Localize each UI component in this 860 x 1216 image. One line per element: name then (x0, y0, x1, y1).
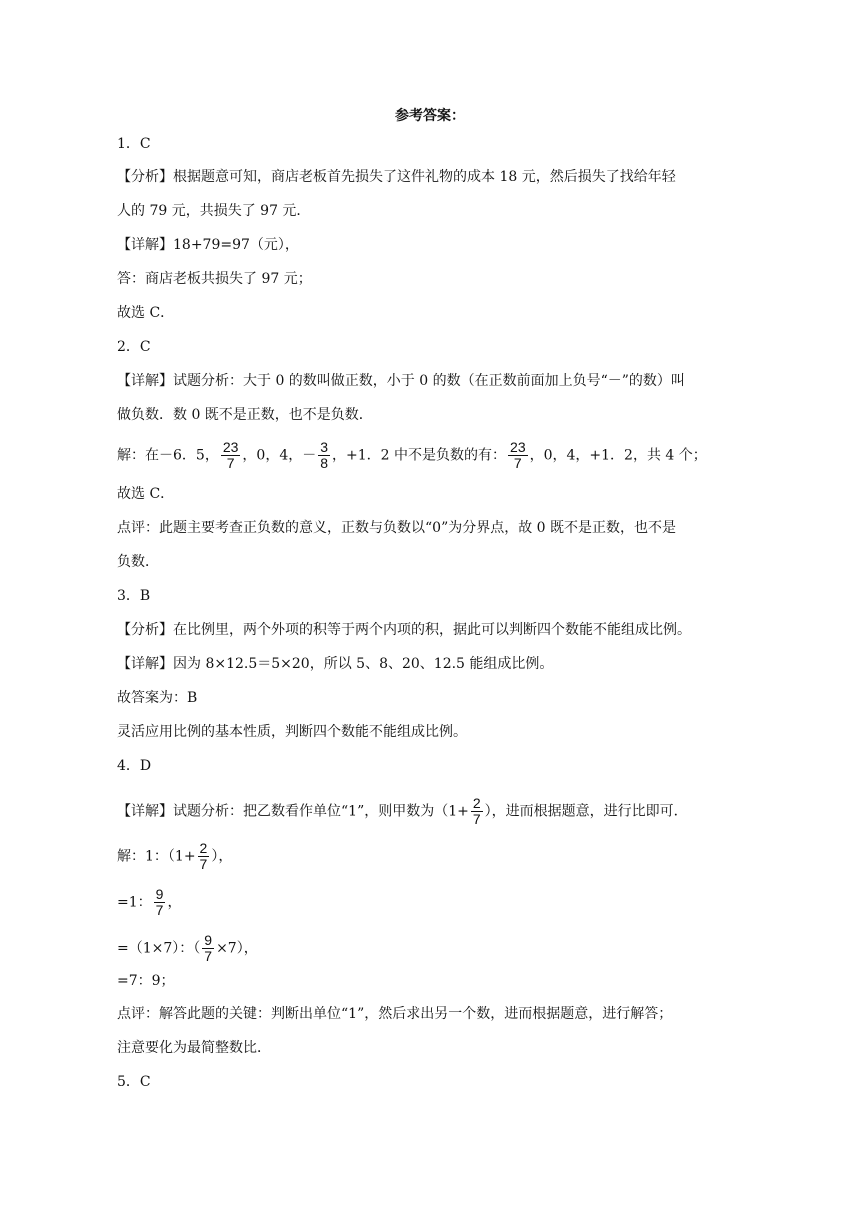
answer-4-step-4: =7：9； (117, 973, 175, 989)
answer-2-choice: 故选 C． (117, 486, 175, 502)
answer-2-detail: 【详解】试题分析：大于 0 的数叫做正数，小于 0 的数（在正数前面加上负号“－”的数）叫 (117, 373, 685, 389)
detail-text: ），进而根据题意，进行比即可． (484, 803, 688, 820)
fraction (198, 841, 210, 872)
answer-4-step-2 (117, 887, 181, 918)
denominator: 7 (226, 455, 235, 471)
answer-1-analysis: 【分析】根据题意可知，商店老板首先损失了这件礼物的成本 18 元，然后损失了找给年轻 (117, 169, 676, 185)
answer-3-number: 3．B (117, 588, 151, 604)
step-text: 解：1：（1+ (117, 848, 196, 865)
answer-4-number: 4．D (117, 758, 152, 774)
step-text: ）， (211, 848, 233, 865)
answer-1-choice: 故选 C． (117, 305, 175, 321)
numerator: 23 (222, 439, 239, 455)
numerator: 23 (510, 439, 526, 455)
answer-5-number: 5．C (117, 1074, 151, 1090)
answer-4-comment-cont: 注意要化为最简整数比． (117, 1040, 271, 1056)
fraction (318, 440, 330, 471)
answer-3-answer: 故答案为：B (117, 690, 198, 706)
answer-4-step-3 (117, 933, 258, 964)
answer-3-detail: 【详解】因为 8×12.5＝5×20，所以 5、8、20、12.5 能组成比例。 (117, 656, 554, 672)
answer-2-number: 2．C (117, 339, 151, 355)
fraction (154, 887, 166, 918)
answer-2-detail-cont: 做负数．数 0 既不是正数，也不是负数． (117, 407, 373, 423)
denominator: 7 (155, 902, 164, 918)
fraction (202, 933, 214, 964)
fraction (471, 796, 483, 827)
answer-1-detail: 【详解】18+79=97（元）， (117, 237, 299, 253)
fraction (221, 440, 241, 471)
numerator: 2 (199, 840, 208, 856)
solution-text: ，0，4，－ (242, 447, 317, 464)
answer-3-note: 灵活应用比例的基本性质，判断四个数能不能组成比例。 (117, 724, 467, 740)
denominator: 8 (320, 455, 329, 471)
answer-1-number: 1．C (117, 136, 151, 152)
answer-4-comment: 点评：解答此题的关键：判断出单位“1”，然后求出另一个数，进而根据题意，进行解答； (117, 1006, 673, 1022)
numerator: 3 (320, 439, 329, 455)
page-title: 参考答案： (395, 108, 465, 124)
denominator: 7 (472, 811, 481, 827)
numerator: 2 (472, 795, 481, 811)
step-text: =1： (117, 894, 152, 911)
solution-text: ，0，4，+1．2，共 4 个； (529, 447, 707, 464)
answer-3-analysis: 【分析】在比例里，两个外项的积等于两个内项的积，据此可以判断四个数能不能组成比例。 (117, 622, 691, 638)
step-text: =（1×7）：（ (117, 940, 201, 957)
numerator: 9 (204, 932, 213, 948)
solution-text: 解：在－6．5， (117, 447, 219, 464)
numerator: 9 (155, 886, 164, 902)
denominator: 7 (513, 455, 522, 471)
answer-2-comment: 点评：此题主要考查正负数的意义，正数与负数以“0”为分界点，故 0 既不是正数，也不是 (117, 520, 677, 536)
step-text: ， (167, 894, 182, 911)
denominator: 7 (204, 948, 213, 964)
answer-1-analysis-cont: 人的 79 元，共损失了 97 元． (117, 203, 311, 219)
fraction (508, 440, 528, 471)
answer-2-solution (117, 440, 707, 471)
answer-4-step-1 (117, 841, 232, 872)
step-text: ×7）， (216, 940, 258, 957)
answer-1-answer: 答：商店老板共损失了 97 元； (117, 271, 312, 287)
answer-4-detail (117, 796, 688, 827)
denominator: 7 (199, 856, 208, 872)
solution-text: ，+1．2 中不是负数的有： (332, 447, 507, 464)
answer-2-comment-cont: 负数． (117, 554, 159, 570)
detail-text: 【详解】试题分析：把乙数看作单位“1”，则甲数为（1+ (117, 803, 469, 820)
